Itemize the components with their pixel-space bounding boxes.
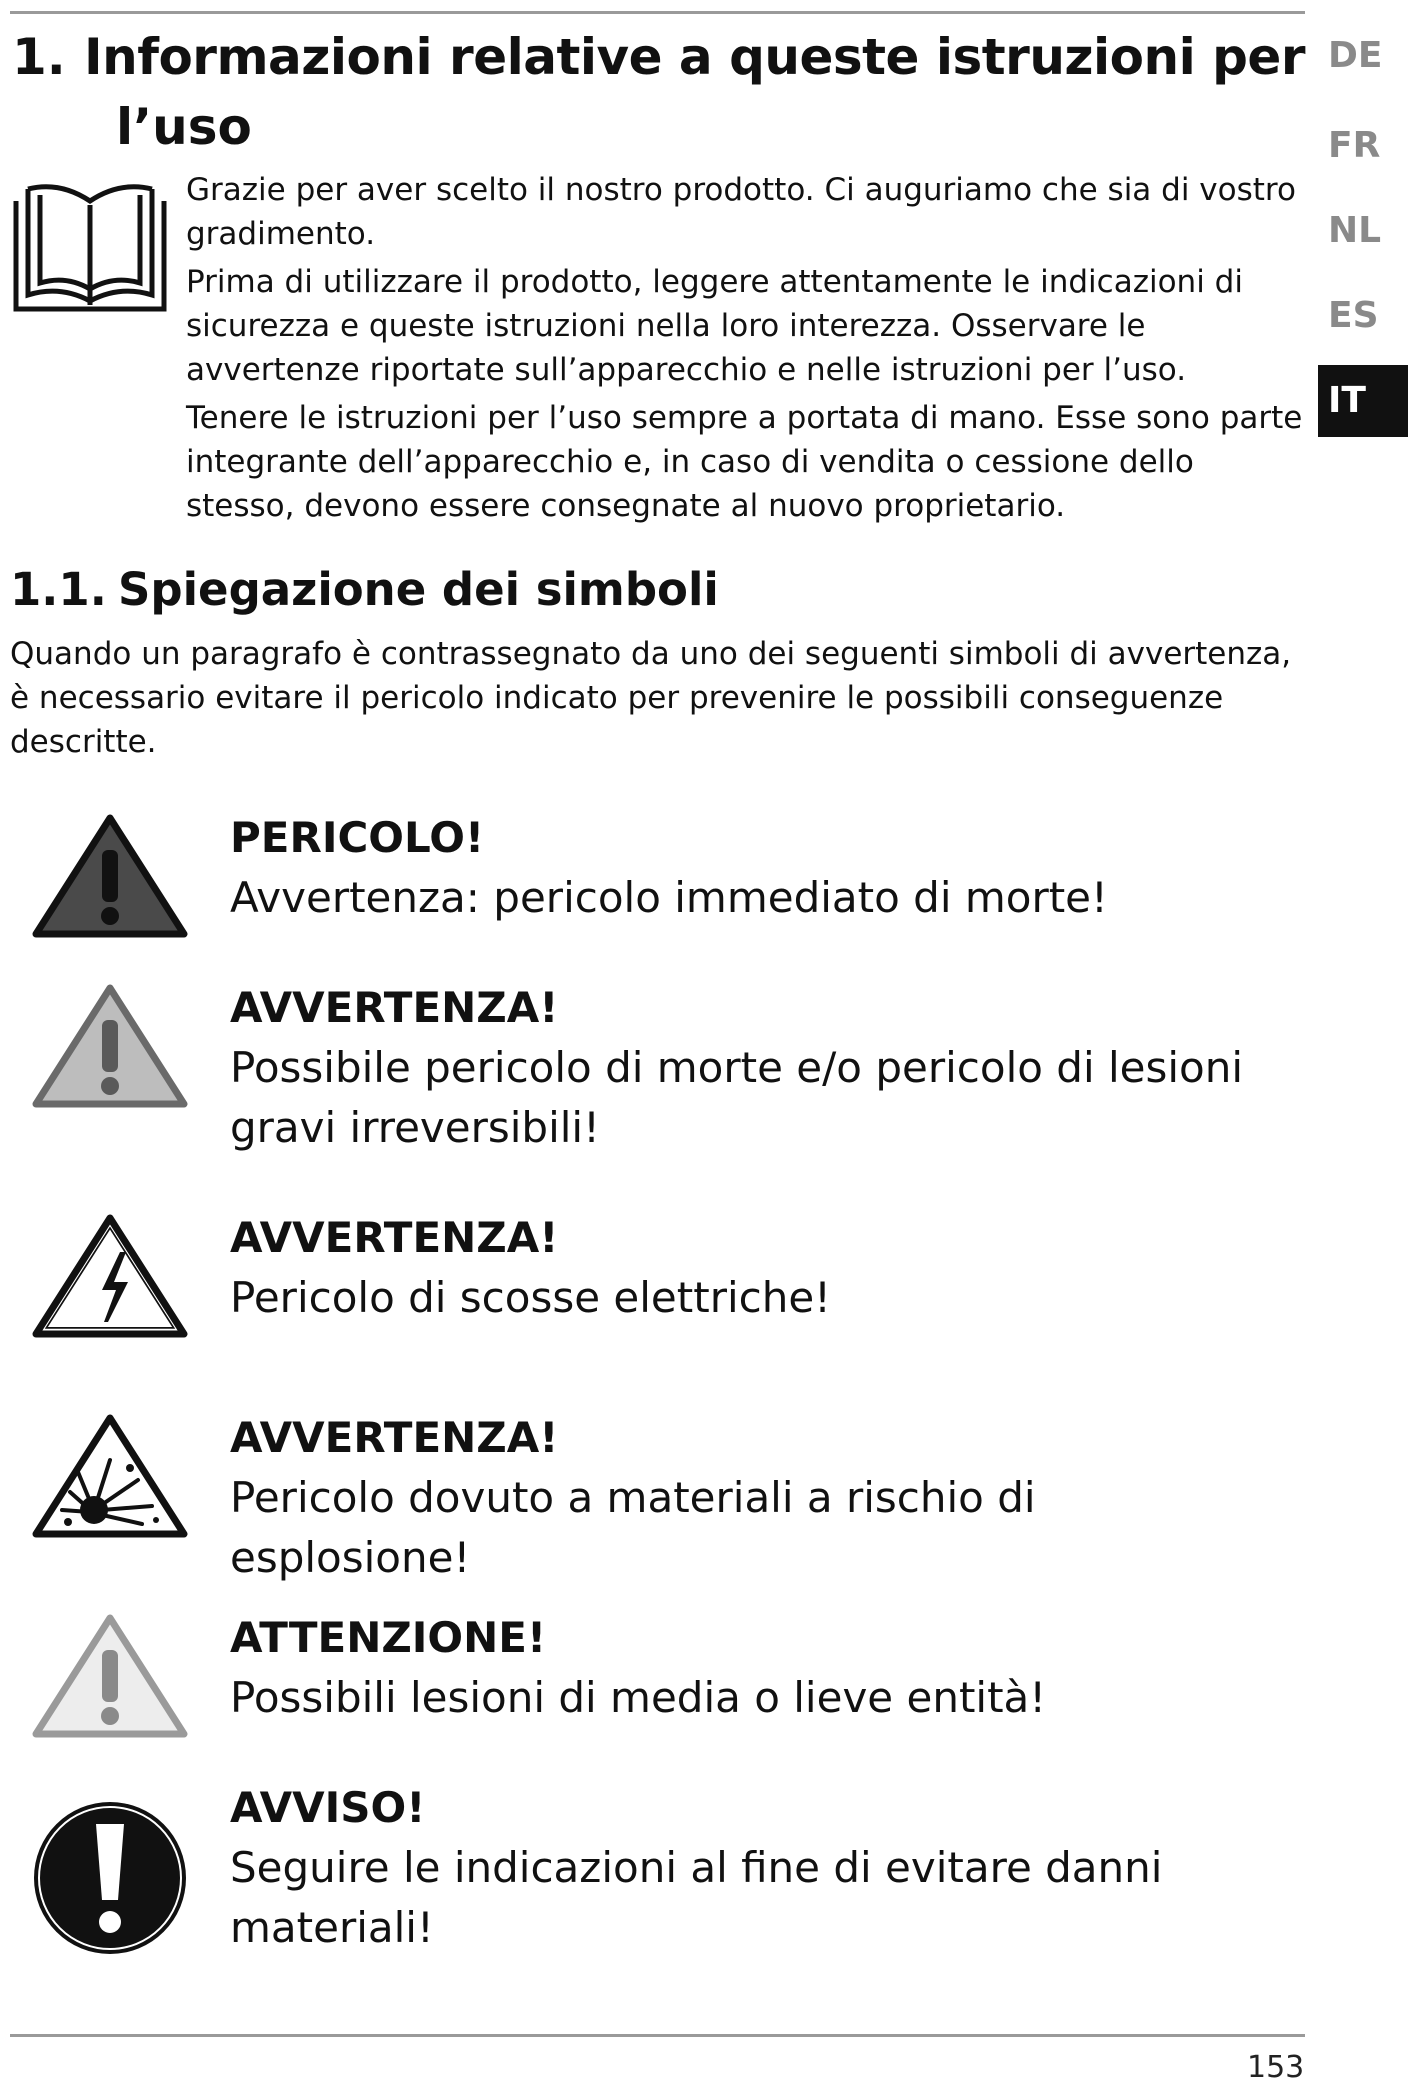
section-title: Spiegazione dei simboli xyxy=(118,563,719,616)
warning-triangle-light-icon xyxy=(30,1610,190,1744)
symbol-title: ATTENZIONE! xyxy=(230,1613,547,1662)
exclamation-circle-icon xyxy=(30,1798,190,1962)
symbol-title: PERICOLO! xyxy=(230,813,485,862)
section-number: 1.1. xyxy=(10,563,107,616)
page-number: 153 xyxy=(1247,2050,1305,2085)
symbol-title: AVVERTENZA! xyxy=(230,1413,559,1462)
warning-triangle-grey-icon xyxy=(30,980,190,1114)
symbol-title: AVVERTENZA! xyxy=(230,983,559,1032)
intro-text xyxy=(186,168,1306,532)
language-tab-nl: NL xyxy=(1328,210,1382,251)
symbol-title: AVVISO! xyxy=(230,1783,426,1832)
symbol-description: Pericolo dovuto a materiali a rischio di esplosione! xyxy=(230,1473,1036,1582)
section-heading xyxy=(10,560,719,620)
symbol-description: Possibili lesioni di media o lieve entità! xyxy=(230,1673,1047,1722)
electric-shock-triangle-icon xyxy=(30,1210,190,1344)
explosion-triangle-icon xyxy=(30,1410,190,1544)
symbol-description: Seguire le indicazioni al fine di evitare danni materiali! xyxy=(230,1843,1163,1952)
intro-paragraph-1: Grazie per aver scelto il nostro prodotto. Ci auguriamo che sia di vostro gradimento. xyxy=(186,172,1296,252)
symbol-description: Possibile pericolo di morte e/o pericolo di lesioni gravi irreversibili! xyxy=(230,1043,1244,1152)
intro-paragraph-3: Tenere le istruzioni per l’uso sempre a portata di mano. Esse sono parte integrante dell’apparecchio e, in caso di vendita o cessione dello stesso, devono essere consegnate al nuovo proprietario. xyxy=(186,400,1303,524)
symbol-title: AVVERTENZA! xyxy=(230,1213,559,1262)
warning-triangle-dark-icon xyxy=(30,810,190,944)
open-book-icon xyxy=(10,183,170,319)
language-tab-es: ES xyxy=(1328,295,1379,336)
section-lead: Quando un paragrafo è contrassegnato da uno dei seguenti simboli di avvertenza, è necessario evitare il pericolo indicato per prevenire le possibili conseguenze descritte. xyxy=(10,636,1292,760)
symbol-description: Avvertenza: pericolo immediato di morte! xyxy=(230,873,1108,922)
top-rule xyxy=(10,11,1305,14)
language-tab-it: IT xyxy=(1318,365,1408,437)
heading-title-line2: l’uso xyxy=(116,98,252,156)
heading-title-line1: Informazioni relative a queste istruzioni per xyxy=(84,28,1306,86)
language-tab-de: DE xyxy=(1328,35,1383,76)
symbol-description: Pericolo di scosse elettriche! xyxy=(230,1273,832,1322)
bottom-rule xyxy=(10,2034,1305,2037)
language-tab-fr: FR xyxy=(1328,125,1381,166)
intro-paragraph-2: Prima di utilizzare il prodotto, leggere attentamente le indicazioni di sicurezza e queste istruzioni nella loro interezza. Osservare le avvertenze riportate sull’apparecchio e nelle istruzioni per l’uso. xyxy=(186,264,1243,388)
heading-number: 1. xyxy=(12,28,66,86)
